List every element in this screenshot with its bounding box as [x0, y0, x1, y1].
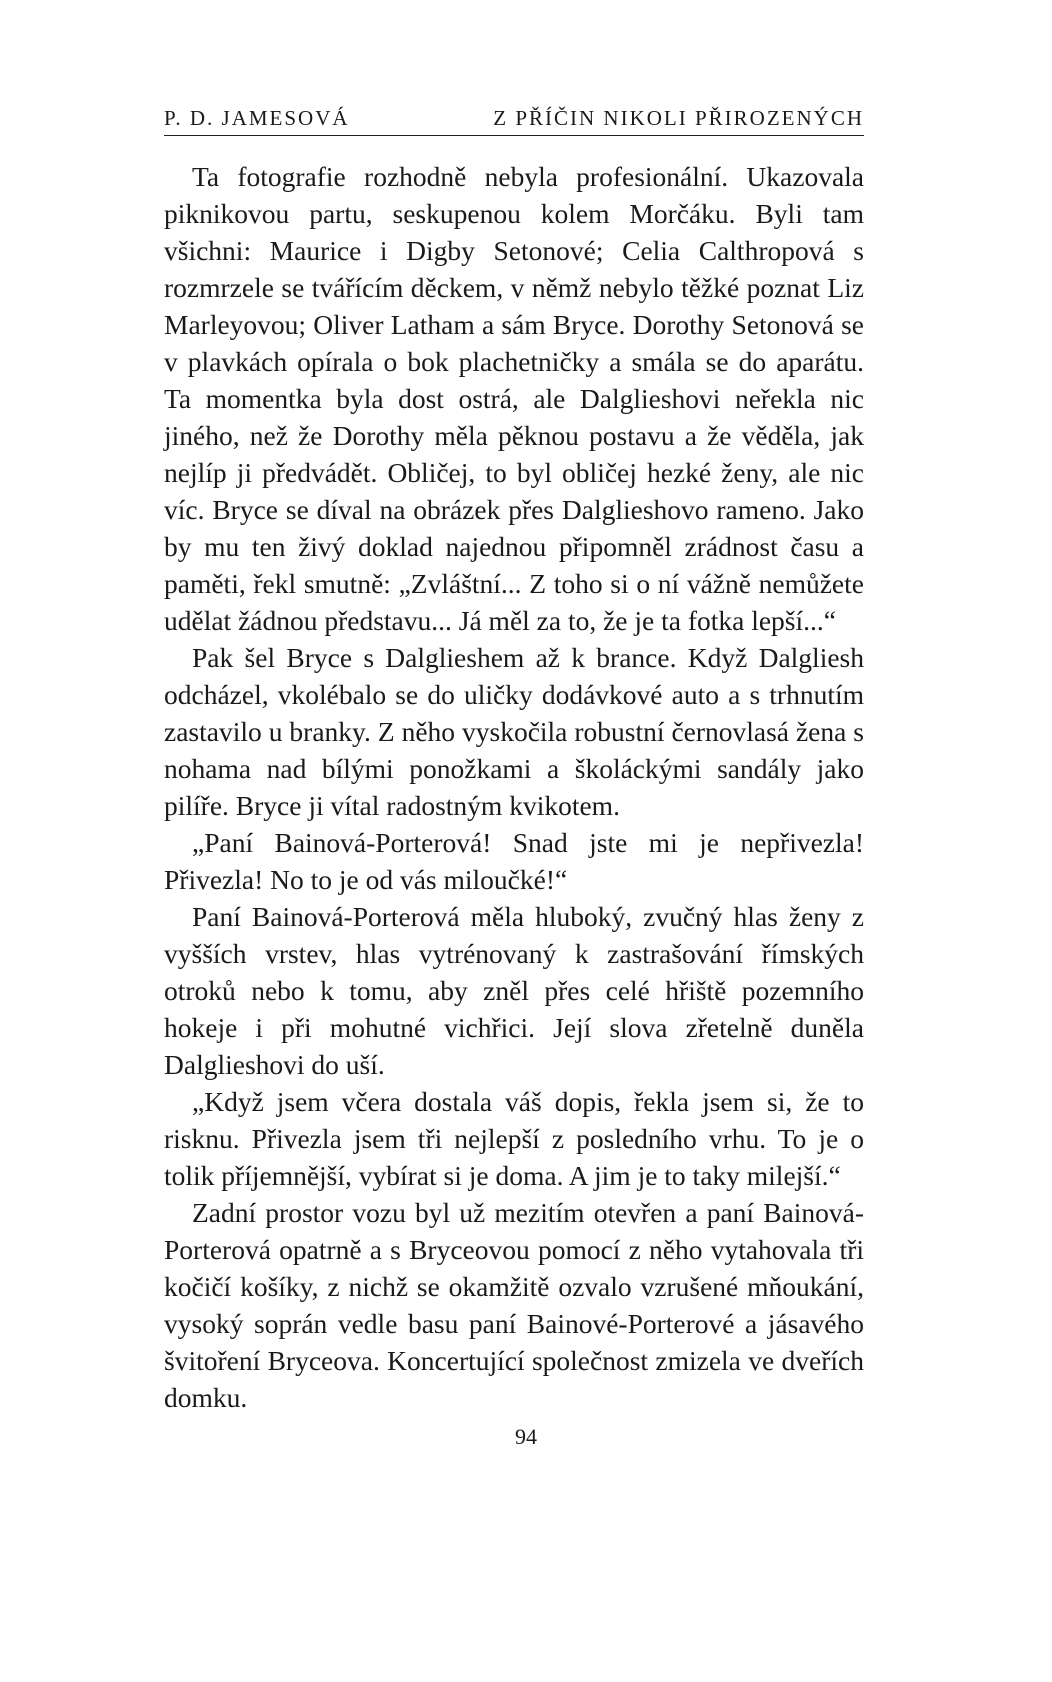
paragraph: Zadní prostor vozu byl už mezitím otevřen a paní Bainová-Porterová opatrně a s Bryceovou pomocí z něho vytahovala tři kočičí košíky, z nichž se okamžitě ozvalo vzrušené mňoukání, vysoký soprán vedle basu paní Bainové-Porterové a jásavého švitoření Bryceova. Koncertující společnost zmizela ve dveřích domku. [164, 1197, 864, 1413]
page-number: 94 [515, 1424, 537, 1449]
paragraph: Ta fotografie rozhodně nebyla profesionální. Ukazovala piknikovou partu, seskupenou kolem Morčáku. Byli tam všichni: Maurice i Digby Setonové; Celia Calthropová s rozmrzele se tvářícím děckem, v němž nebylo těžké poznat Liz Marleyovou; Oliver Latham a sám Bryce. Dorothy Setonová se v plavkách opírala o bok plachetničky a smála se do aparátu. Ta momentka byla dost ostrá, ale Dalglieshovi neřekla nic jiného, než že Dorothy měla pěknou postavu a že věděla, jak nejlíp ji předvádět. Obličej, to byl obličej hezké ženy, ale nic víc. Bryce se díval na obrázek přes Dalglieshovo rameno. Jako by mu ten živý doklad najednou připomněl zrádnost času a paměti, řekl smutně: „Zvláštní... Z toho si o ní vážně nemůžete udělat žádnou představu... Já měl za to, že je ta fotka lepší...“ [164, 161, 864, 636]
header-author: P. D. JAMESOVÁ [164, 106, 350, 130]
paragraph: „Paní Bainová-Porterová! Snad jste mi je nepřivezla! Přivezla! No to je od vás miloučké!“ [164, 827, 864, 895]
body-text [164, 158, 864, 1416]
running-header [164, 108, 864, 136]
paragraph: Pak šel Bryce s Dalglieshem až k brance. Když Dalgliesh odcházel, vkolébalo se do uličky dodávkové auto a s trhnutím zastavilo u branky. Z něho vyskočila robustní černovlasá žena s nohama nad bílými ponožkami a školáckými sandály jako pilíře. Bryce ji vítal radostným kvikotem. [164, 642, 864, 821]
paragraph: „Když jsem včera dostala váš dopis, řekla jsem si, že to risknu. Přivezla jsem tři nejlepší z posledního vrhu. To je o tolik příjemnější, vybírat si je doma. A jim je to taky milejší.“ [164, 1086, 864, 1191]
header-book-title: Z PŘÍČIN NIKOLI PŘIROZENÝCH [493, 106, 864, 130]
paragraph: Paní Bainová-Porterová měla hluboký, zvučný hlas ženy z vyšších vrstev, hlas vytrénovaný k zastrašování římských otroků nebo k tomu, aby zněl přes celé hřiště pozemního hokeje i při mohutné vichřici. Její slova zřetelně duněla Dalglieshovi do uší. [164, 901, 864, 1080]
book-page [164, 108, 864, 1416]
